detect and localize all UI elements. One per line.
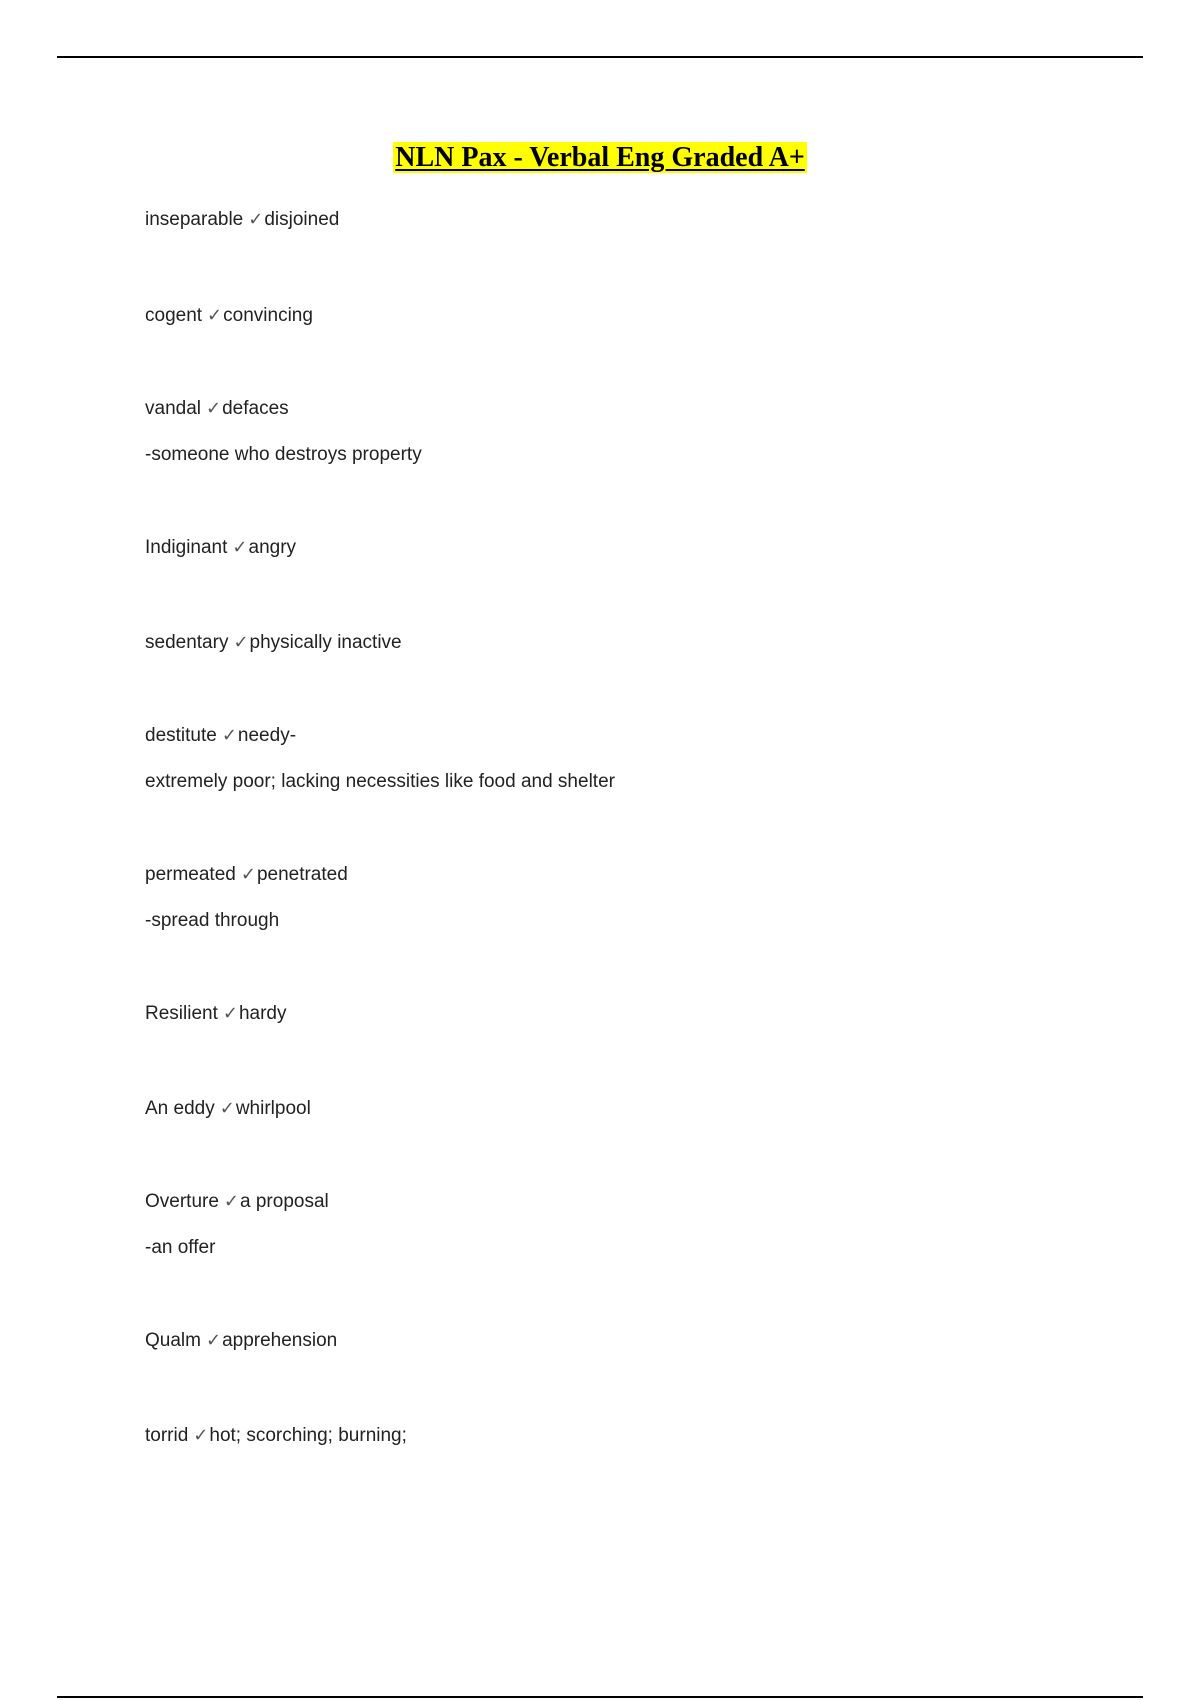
entry-term: sedentary bbox=[145, 632, 229, 653]
entry-answer: whirlpool bbox=[235, 1098, 311, 1119]
check-mark-icon: ✓ bbox=[222, 1003, 238, 1024]
entry-qualm bbox=[145, 1329, 337, 1353]
entry-term: destitute bbox=[145, 725, 217, 746]
entry-inseparable bbox=[145, 208, 339, 232]
entry-answer: physically inactive bbox=[249, 632, 402, 653]
top-rule bbox=[57, 56, 1143, 58]
entry-answer: a proposal bbox=[240, 1191, 329, 1212]
check-mark-icon: ✓ bbox=[240, 864, 256, 885]
check-mark-icon: ✓ bbox=[232, 537, 248, 558]
entry-term: permeated bbox=[145, 864, 236, 885]
entry-term: vandal bbox=[145, 398, 201, 419]
check-mark-icon: ✓ bbox=[221, 725, 237, 746]
entry-indiginant bbox=[145, 536, 296, 560]
entry-note-destitute: extremely poor; lacking necessities like food and shelter bbox=[145, 771, 615, 792]
check-mark-icon: ✓ bbox=[219, 1098, 235, 1119]
entry-term: inseparable bbox=[145, 209, 244, 230]
check-mark-icon: ✓ bbox=[223, 1191, 240, 1212]
entry-answer: needy- bbox=[237, 725, 297, 746]
entry-resilient bbox=[145, 1002, 287, 1026]
entry-answer: angry bbox=[248, 537, 297, 558]
entry-note-permeated: -spread through bbox=[145, 910, 280, 931]
entry-cogent bbox=[145, 304, 313, 328]
entry-answer: disjoined bbox=[264, 209, 340, 230]
check-mark-icon: ✓ bbox=[193, 1425, 209, 1446]
entry-term: Indiginant bbox=[145, 537, 228, 558]
check-mark-icon: ✓ bbox=[233, 632, 249, 653]
entry-eddy bbox=[145, 1097, 311, 1121]
document-title: NLN Pax - Verbal Eng Graded A+ bbox=[395, 142, 805, 173]
check-mark-icon: ✓ bbox=[207, 305, 223, 326]
check-mark-icon: ✓ bbox=[205, 1330, 222, 1351]
entry-term: Qualm bbox=[145, 1330, 201, 1351]
entry-term: Resilient bbox=[145, 1003, 218, 1024]
entry-sedentary bbox=[145, 631, 402, 655]
entry-note-vandal: -someone who destroys property bbox=[145, 444, 422, 465]
entry-note-overture: -an offer bbox=[145, 1237, 216, 1258]
entry-vandal bbox=[145, 397, 289, 421]
title-container bbox=[0, 142, 1200, 174]
entry-permeated bbox=[145, 863, 348, 887]
entry-answer: hardy bbox=[238, 1003, 287, 1024]
bottom-rule bbox=[57, 1696, 1143, 1698]
entry-term: Overture bbox=[145, 1191, 219, 1212]
entry-destitute bbox=[145, 724, 296, 748]
entry-term: An eddy bbox=[145, 1098, 215, 1119]
entry-answer: apprehension bbox=[222, 1330, 338, 1351]
check-mark-icon: ✓ bbox=[206, 398, 222, 419]
entry-term: cogent bbox=[145, 305, 203, 326]
entry-answer: convincing bbox=[223, 305, 313, 326]
entry-answer: hot; scorching; burning; bbox=[209, 1425, 407, 1446]
entry-answer: defaces bbox=[222, 398, 289, 419]
entry-torrid bbox=[145, 1424, 407, 1448]
check-mark-icon: ✓ bbox=[248, 209, 264, 230]
entry-answer: penetrated bbox=[256, 864, 348, 885]
entry-overture bbox=[145, 1190, 329, 1214]
entry-term: torrid bbox=[145, 1425, 189, 1446]
